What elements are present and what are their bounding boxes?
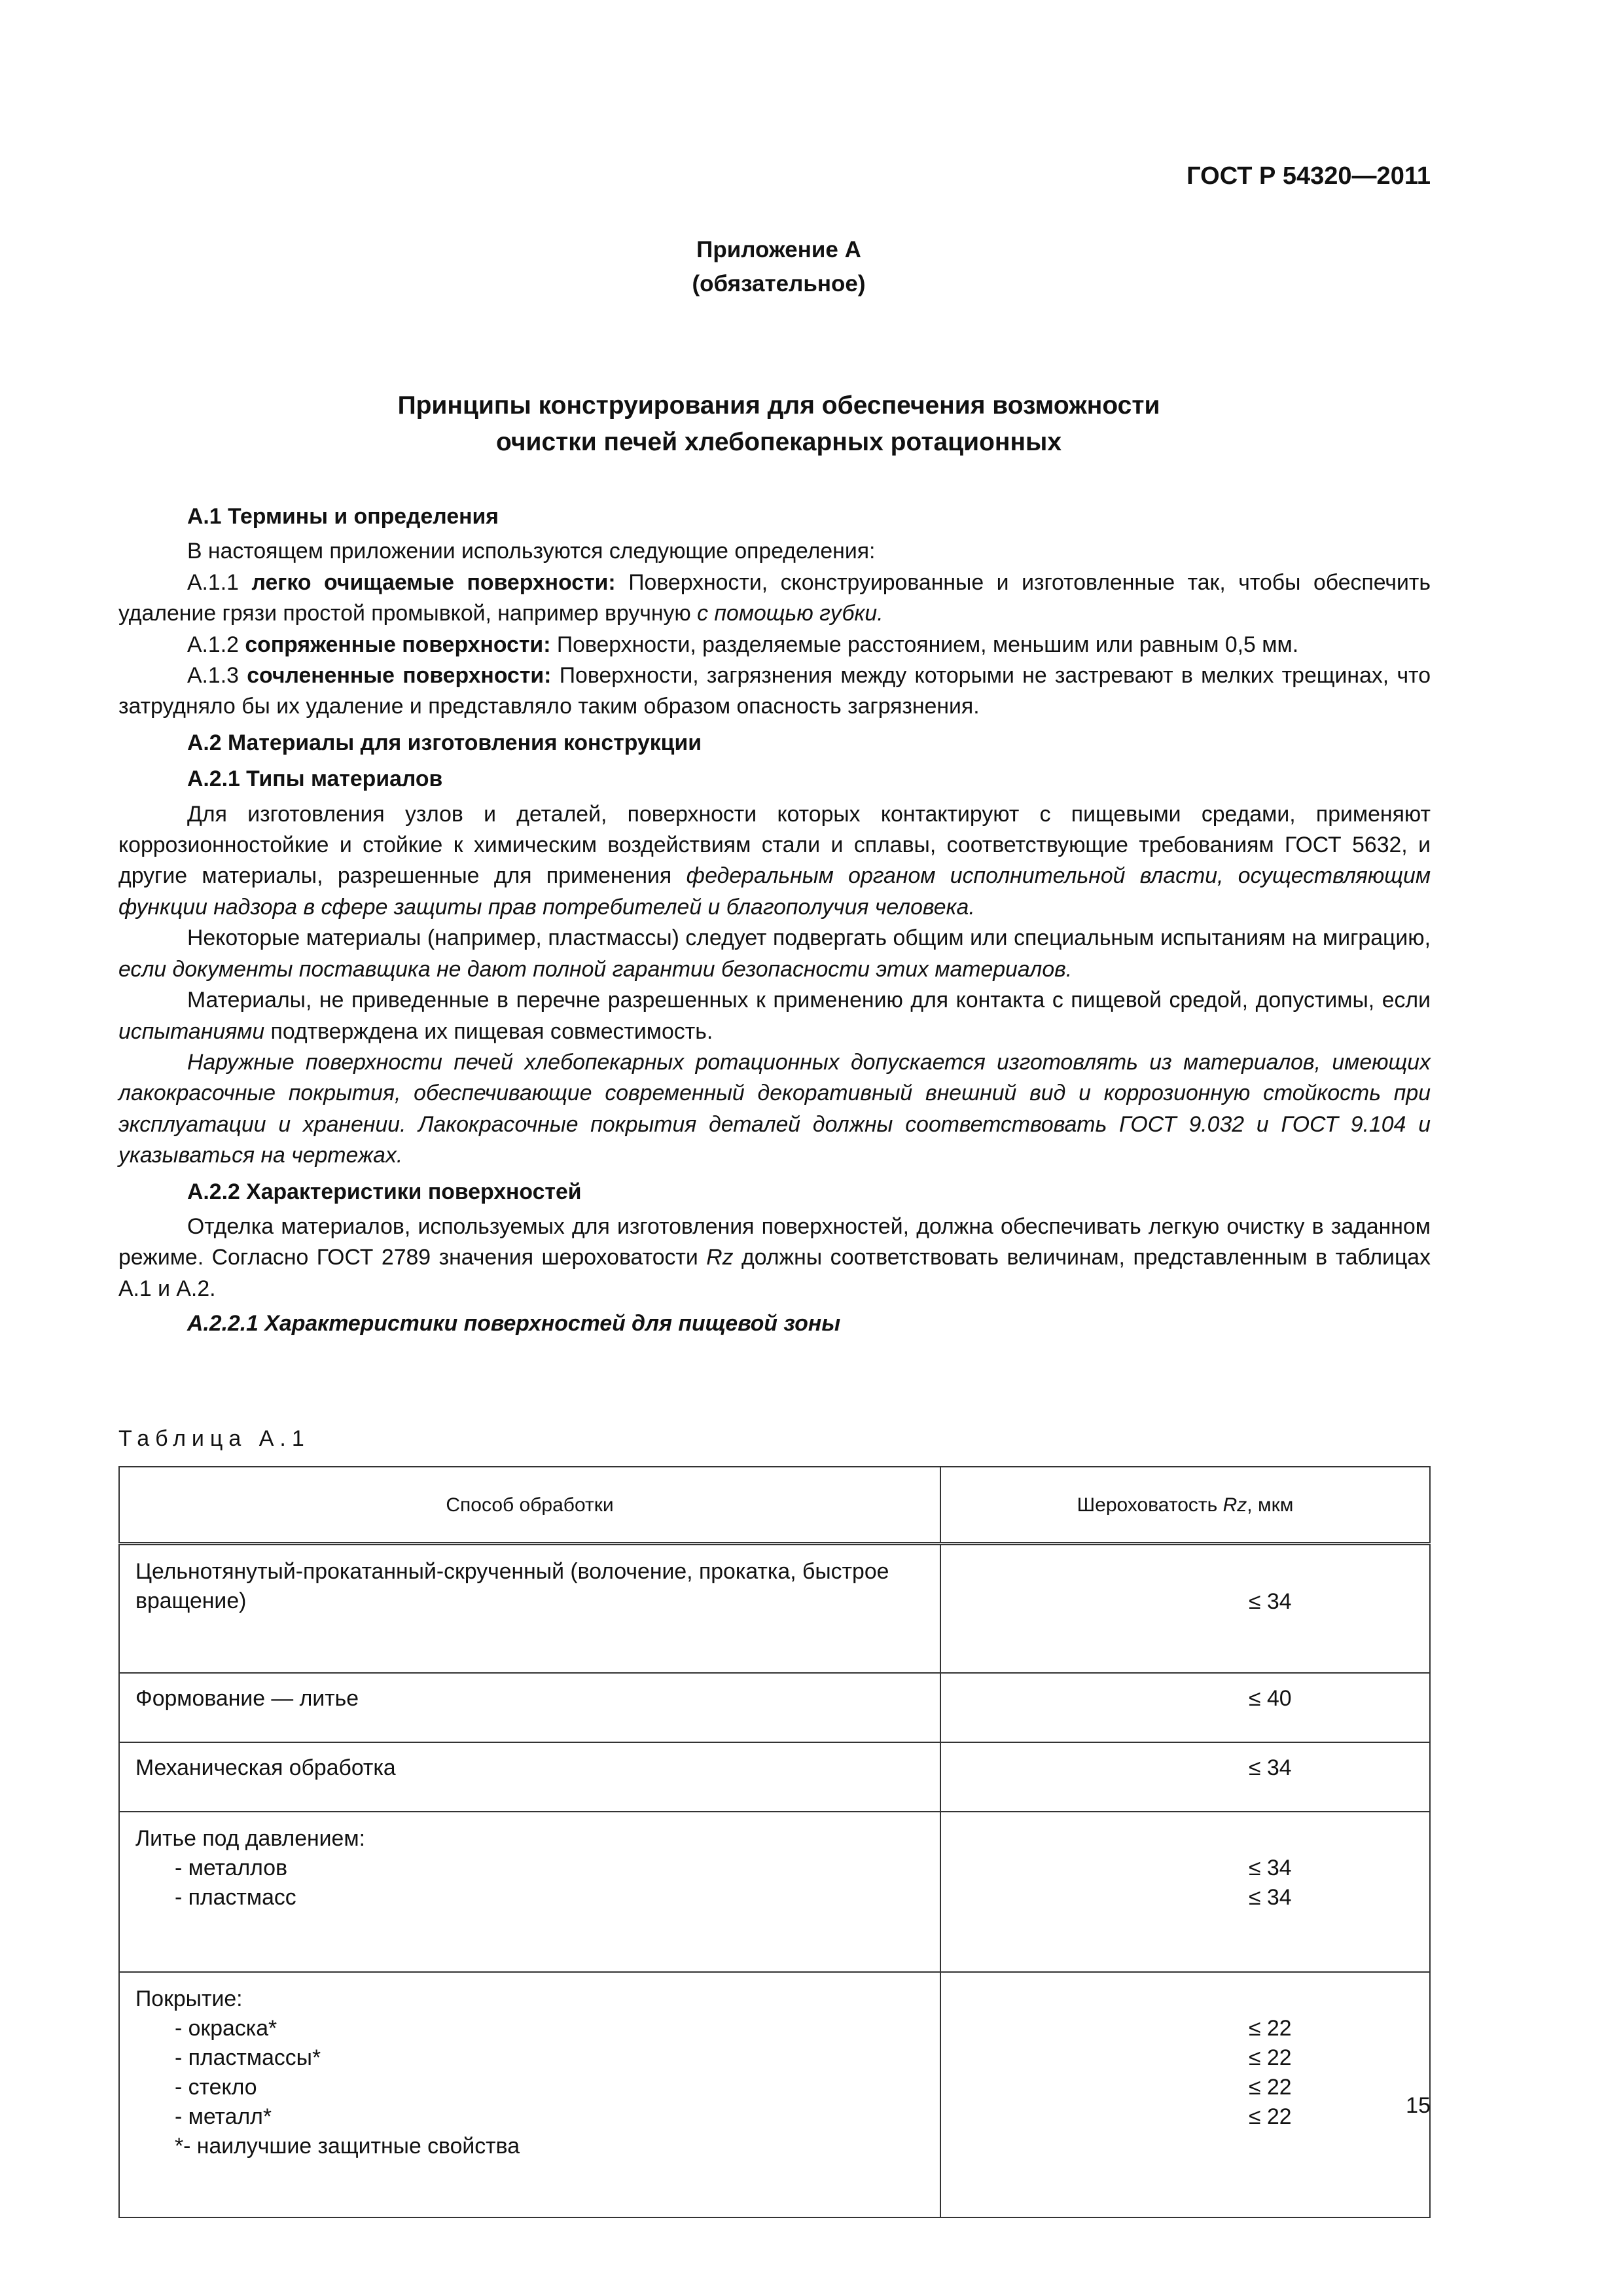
table-row <box>119 1544 1430 1674</box>
appendix-status: (обязательное) <box>692 271 866 296</box>
para-text: Для изготовления узлов и деталей, поверхности которых контактируют с пищевыми средами, применяют коррозионностойкие и стойкие к химическим воздействиям стали и сплавы, соответствующие требованиям ГОСТ 5632, и другие материалы, разрешенные для применения <box>118 801 1431 889</box>
header-method: Способ обработки <box>119 1467 940 1544</box>
para-text: Некоторые материалы (например, пластмассы) следует подвергать общим или специальным испытаниям на миграцию, <box>187 925 1431 951</box>
def-text: Поверхности, сконструированные и изготовленные так, чтобы обеспечить удаление грязи простой промывкой, например вручную <box>118 569 1431 626</box>
definition-a1-3 <box>118 660 1431 723</box>
a21-paragraph-3 <box>118 985 1431 1047</box>
a1-intro: В настоящем приложении используются следующие определения: <box>187 539 876 564</box>
def-text: Поверхности, разделяемые расстоянием, меньшим или равным 0,5 мм. <box>550 632 1299 657</box>
value-cell: ≤ 34 <box>940 1544 1430 1674</box>
header-text: Шероховатость <box>1077 1494 1223 1516</box>
value-cell <box>940 1812 1430 1972</box>
method-cell: Формование — литье <box>119 1673 940 1742</box>
method-cell: Механическая обработка <box>119 1742 940 1812</box>
value-text: ≤ 22 <box>1249 2075 1292 2100</box>
method-cell <box>119 1812 940 1972</box>
roughness-table <box>118 1466 1431 2218</box>
a21-paragraph-4 <box>118 1047 1431 1172</box>
para-text: подтверждена их пищевая совместимость. <box>264 1018 713 1044</box>
value-cell: ≤ 34 <box>940 1742 1430 1812</box>
table-header-row <box>119 1467 1430 1544</box>
para-italic: испытаниями <box>118 1018 265 1044</box>
appendix-label <box>0 233 1558 301</box>
definition-a1-2 <box>118 630 1431 660</box>
value-text: ≤ 22 <box>1249 2104 1292 2129</box>
list-item: - окраска* <box>175 2016 277 2041</box>
value-text: ≤ 34 <box>1249 1885 1292 1910</box>
standard-number: ГОСТ Р 54320—2011 <box>1186 162 1431 190</box>
para-italic: Наружные поверхности печей хлебопекарных ротационных допускается изготовлять из материалов, имеющих лакокрасочные покрытия, обеспечивающие современный декоративный внешний вид и коррозионную стойкость при эксплуатации и хранении. Лакокрасочные покрытия деталей должны соответствовать ГОСТ 9.032 и ГОСТ 9.104 и указываться на чертежах. <box>118 1049 1431 1168</box>
def-term: легко очищаемые поверхности: <box>251 569 616 595</box>
footnote-text: *- наилучшие защитные свойства <box>175 2134 520 2159</box>
method-text: Покрытие: <box>135 1986 243 2011</box>
def-italic: с помощью губки. <box>697 601 883 626</box>
page-number: 15 <box>1406 2093 1431 2118</box>
value-text: ≤ 34 <box>1249 1856 1292 1880</box>
method-cell <box>119 1544 940 1674</box>
def-text: Поверхности, загрязнения между которыми не застревают в мелких трещинах, что затрудняло бы их удаление и представляло таким образом опасность загрязнения. <box>118 663 1431 719</box>
appendix-title: Приложение А <box>696 237 861 262</box>
para-italic: если документы поставщика не дают полной гарантии безопасности этих материалов. <box>118 956 1073 982</box>
section-a2-title: А.2 Материалы для изготовления конструкции <box>187 730 702 755</box>
table-caption: Таблица А.1 <box>118 1426 310 1451</box>
list-item: - металл* <box>175 2104 272 2129</box>
definition-a1-1 <box>118 567 1431 630</box>
para-text: Отделка материалов, используемых для изготовления поверхностей, должна обеспечивать легкую очистку в заданном режиме. Согласно ГОСТ 2789 значения шероховатости <box>118 1213 1431 1270</box>
value-text: ≤ 22 <box>1249 2016 1292 2041</box>
heading-line-1: Принципы конструирования для обеспечения возможности <box>397 391 1160 420</box>
value-cell <box>940 1972 1430 2217</box>
para-italic: Rz <box>706 1245 734 1270</box>
value-text: ≤ 22 <box>1249 2045 1292 2070</box>
table-row <box>119 1812 1430 1972</box>
list-item: - стекло <box>175 2075 257 2100</box>
def-number: А.1.3 <box>187 663 247 689</box>
section-a21-title: А.2.1 Типы материалов <box>187 766 443 792</box>
section-a221-title: А.2.2.1 Характеристики поверхностей для пищевой зоны <box>187 1311 841 1336</box>
header-italic: Rz <box>1222 1494 1247 1516</box>
table-row <box>119 1673 1430 1742</box>
header-text: , мкм <box>1247 1494 1294 1516</box>
def-term: сочлененные поверхности: <box>247 663 552 689</box>
method-text: Цельнотянутый-прокатанный-скрученный (волочение, прокатка, быстрое вращение) <box>135 1559 889 1613</box>
a21-paragraph-1 <box>118 799 1431 924</box>
def-number: А.1.1 <box>187 569 252 595</box>
a22-paragraph <box>118 1211 1431 1304</box>
para-text: Материалы, не приведенные в перечне разрешенных к применению для контакта с пищевой средой, допустимы, если <box>187 988 1431 1013</box>
heading-line-2: очистки печей хлебопекарных ротационных <box>495 428 1062 456</box>
def-number: А.1.2 <box>187 632 245 657</box>
section-a22-title: А.2.2 Характеристики поверхностей <box>187 1179 582 1204</box>
header-roughness <box>940 1467 1430 1544</box>
list-item: - пластмассы* <box>175 2045 321 2070</box>
list-item: - пластмасс <box>175 1885 296 1910</box>
para-text: должны соответствовать величинам, представленным в таблицах А.1 и А.2. <box>118 1245 1431 1301</box>
appendix-heading <box>0 387 1558 461</box>
method-text: Литье под давлением: <box>135 1826 365 1851</box>
para-italic: федеральным органом исполнительной власти, осуществляющим функции надзора в сфере защиты прав потребителей и благополучия человека. <box>118 863 1431 920</box>
a21-paragraph-2 <box>118 923 1431 985</box>
section-a1-title: А.1 Термины и определения <box>187 504 499 529</box>
def-term: сопряженные поверхности: <box>245 632 551 657</box>
list-item: - металлов <box>175 1856 288 1880</box>
method-cell <box>119 1972 940 2217</box>
table-row <box>119 1742 1430 1812</box>
value-cell: ≤ 40 <box>940 1673 1430 1742</box>
table-row <box>119 1972 1430 2217</box>
document-body <box>118 496 1431 1340</box>
